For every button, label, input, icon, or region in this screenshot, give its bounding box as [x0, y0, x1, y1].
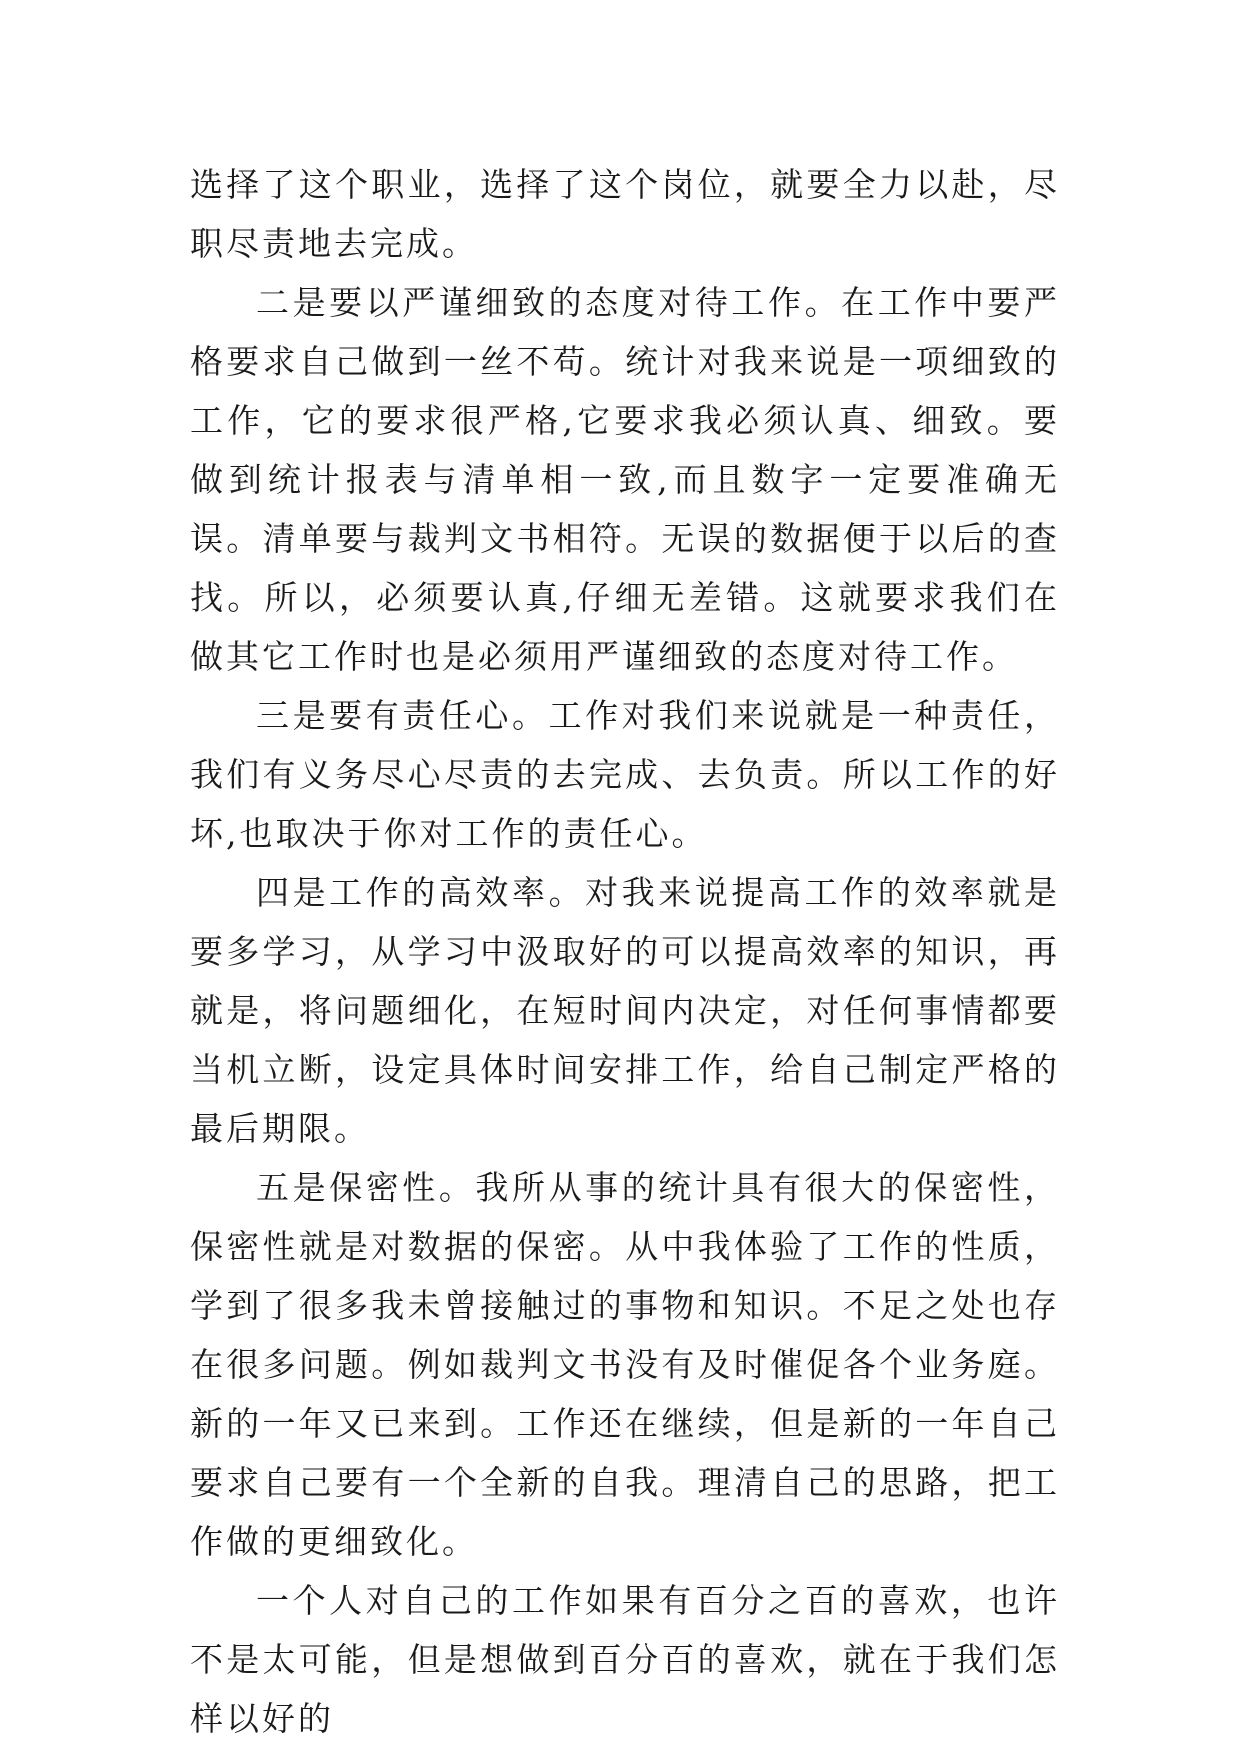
paragraph-6: 一个人对自己的工作如果有百分之百的喜欢，也许不是太可能，但是想做到百分百的喜欢，就在于我们怎样以好的	[190, 1581, 1060, 1738]
paragraph-5: 五是保密性。我所从事的统计具有很大的保密性，保密性就是对数据的保密。从中我体验了工作的性质，学到了很多我未曾接触过的事物和知识。不足之处也存在很多问题。例如裁判文书没有及时催促各个业务庭。新的一年又已来到。工作还在继续，但是新的一年自己要求自己要有一个全新的自我。理清自己的思路，把工作做的更细致化。	[190, 1168, 1060, 1561]
paragraph-1: 选择了这个职业，选择了这个岗位，就要全力以赴，尽职尽责地去完成。	[190, 165, 1060, 263]
paragraph-2: 二是要以严谨细致的态度对待工作。在工作中要严格要求自己做到一丝不苟。统计对我来说是一项细致的工作，它的要求很严格,它要求我必须认真、细致。要做到统计报表与清单相一致,而且数字一定要准确无误。清单要与裁判文书相符。无误的数据便于以后的查找。所以，必须要认真,仔细无差错。这就要求我们在做其它工作时也是必须用严谨细致的态度对待工作。	[190, 283, 1060, 676]
paragraph-3: 三是要有责任心。工作对我们来说就是一种责任，我们有义务尽心尽责的去完成、去负责。所以工作的好坏,也取决于你对工作的责任心。	[190, 696, 1060, 853]
document-body	[190, 155, 1060, 1748]
paragraph-4: 四是工作的高效率。对我来说提高工作的效率就是要多学习，从学习中汲取好的可以提高效率的知识，再就是，将问题细化，在短时间内决定，对任何事情都要当机立断，设定具体时间安排工作，给自己制定严格的最后期限。	[190, 873, 1060, 1148]
